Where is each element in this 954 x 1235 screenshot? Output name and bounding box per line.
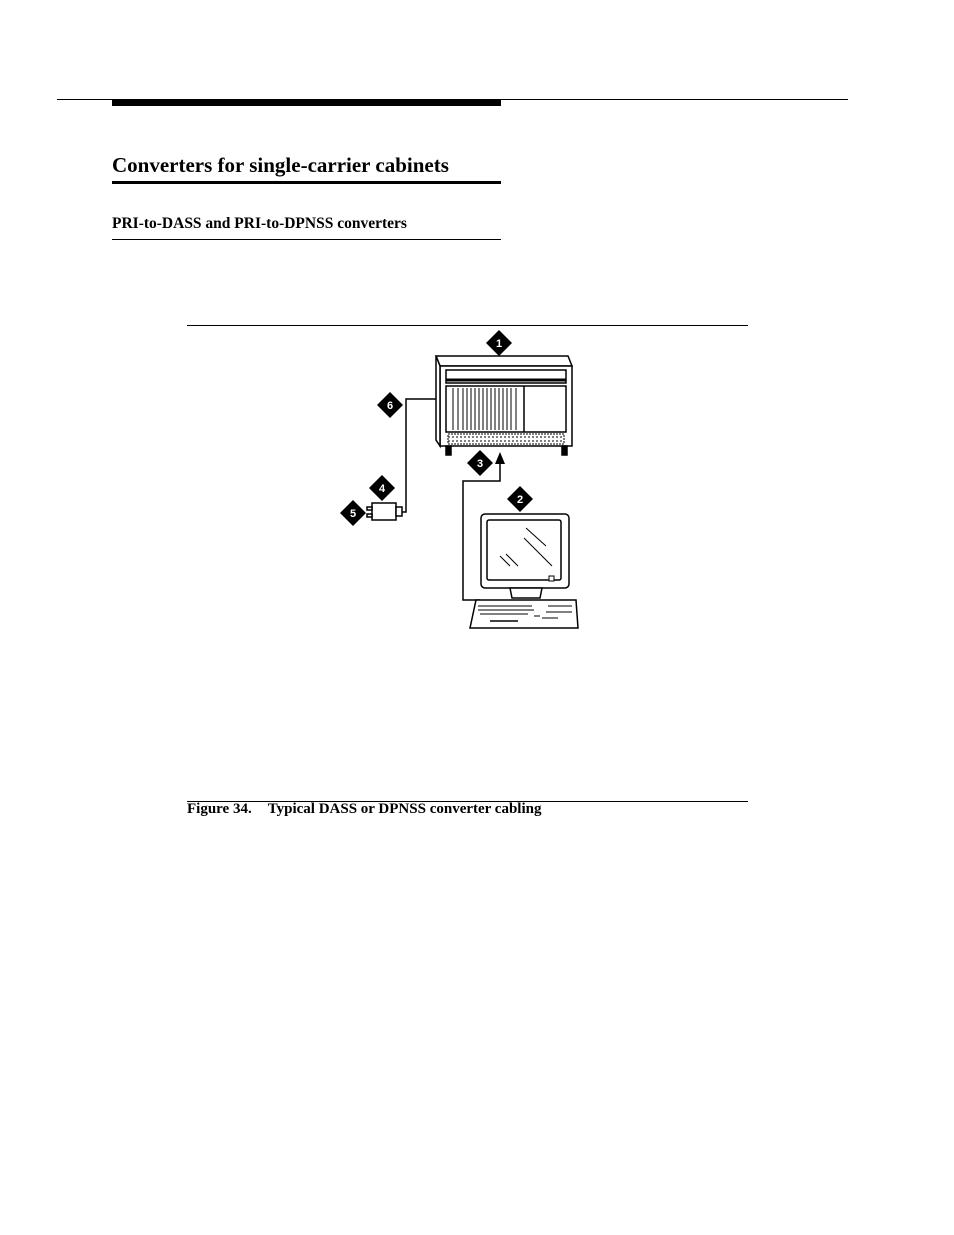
callout-4-label: 4 — [378, 483, 386, 495]
converter-illustration — [367, 503, 402, 520]
arrow-up-icon — [495, 452, 505, 464]
callout-6-label: 6 — [386, 400, 394, 412]
section-title: Converters for single-carrier cabinets — [112, 153, 449, 177]
figure-number: Figure 34. — [187, 801, 252, 817]
header-rule-thick — [112, 99, 501, 106]
section-title-rule — [112, 181, 501, 184]
figure-caption-text: Typical DASS or DPNSS converter cabling — [267, 801, 542, 817]
callout-5-label: 5 — [349, 508, 357, 520]
cabling-diagram — [330, 328, 590, 633]
callout-2 — [507, 486, 533, 512]
callout-6 — [377, 392, 403, 418]
callout-4 — [369, 475, 395, 501]
callout-2-label: 2 — [516, 494, 524, 506]
figure-caption — [187, 801, 541, 818]
figure-top-rule — [187, 325, 748, 326]
callout-5 — [340, 500, 366, 526]
cabinet-illustration — [436, 356, 572, 455]
terminal-illustration — [470, 514, 578, 628]
subsection-title-rule — [112, 239, 501, 240]
subsection-title: PRI-to-DASS and PRI-to-DPNSS converters — [112, 215, 407, 232]
cabinet-to-converter-cable — [402, 399, 436, 512]
callout-1 — [486, 330, 512, 356]
callout-1-label: 1 — [495, 338, 503, 350]
callout-3 — [467, 450, 493, 476]
callout-3-label: 3 — [476, 458, 484, 470]
